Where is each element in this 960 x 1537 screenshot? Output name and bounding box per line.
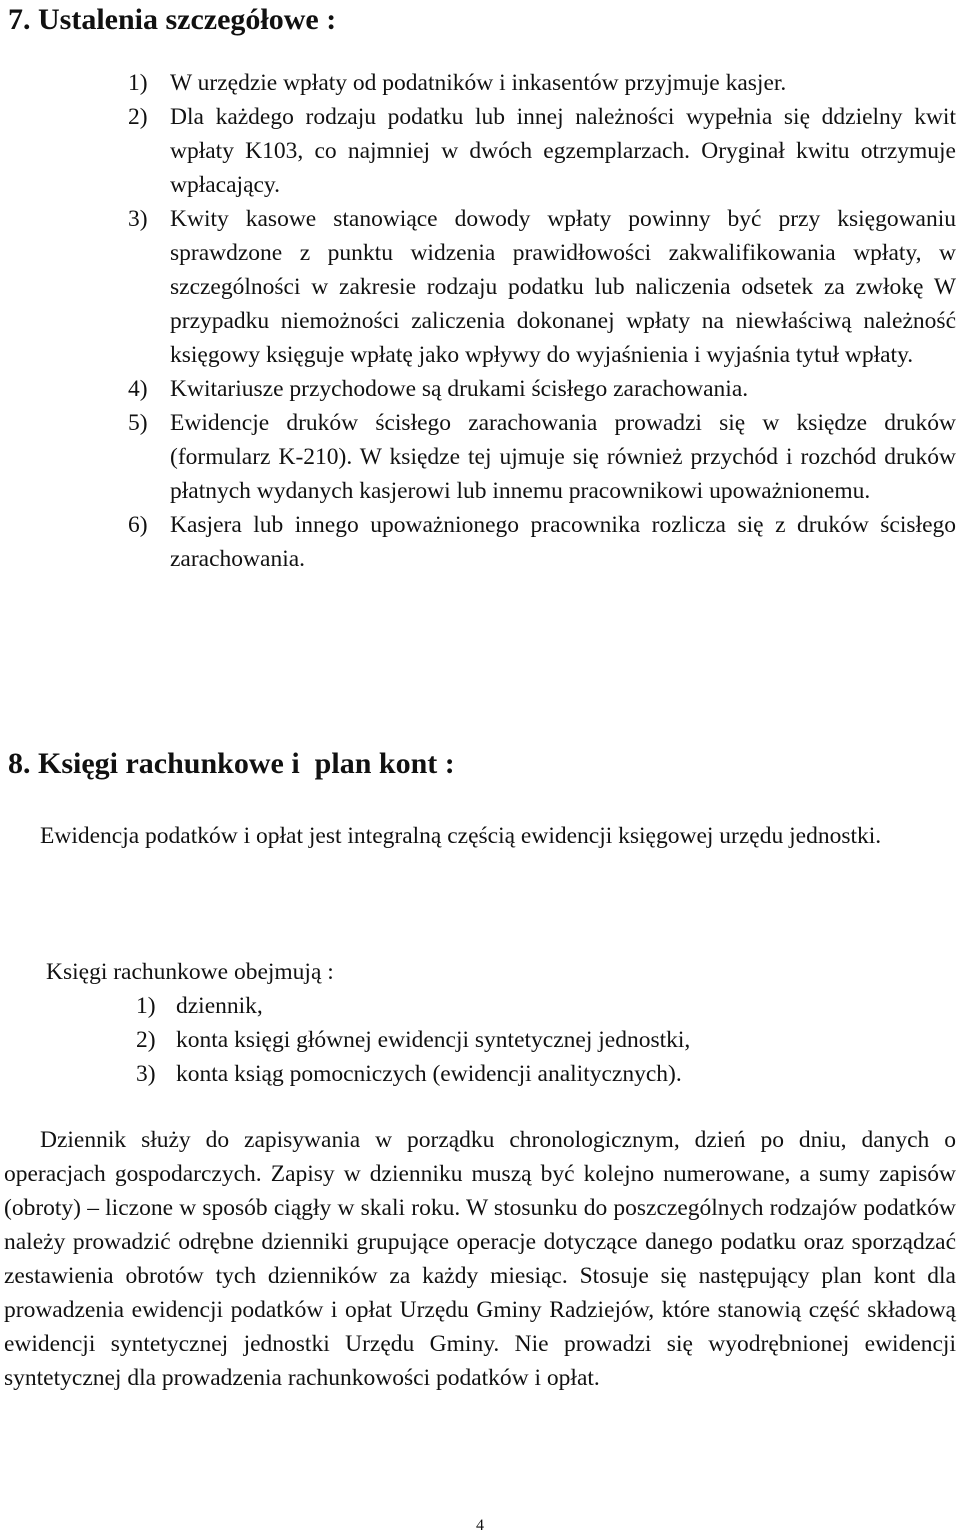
books-list (136, 989, 956, 1091)
list-item (128, 508, 956, 576)
list-item-number: 2) (128, 104, 148, 130)
books-intro: Księgi rachunkowe obejmują : (46, 959, 334, 985)
dziennik-paragraph: Dziennik służy do zapisywania w porządku chronologicznym, dzień po dniu, danych o operacjach gospodarczych. Zapisy w dzienniku muszą być kolejno numerowane, a sumy zapisów (obroty) – liczone w sposób ciągły w skali roku. W stosunku do poszczególnych rodzajów podatków należy prowadzić odrębne dzienniki grupujące operacje dotyczące danego podatku oraz sporządzać zestawienia obrotów tych dzienników za każdy miesiąc. Stosuje się następujący plan kont dla prowadzenia ewidencji podatków i opłat Urzędu Gminy Radziejów, które stanowią część składową ewidencji syntetycznej jednostki Urzędu Gminy. Nie prowadzi się wyodrębnionej ewidencji syntetycznej dla prowadzenia rachunkowości podatków i opłat. (4, 1127, 956, 1391)
list-item (136, 1023, 956, 1057)
list-item-text: Ewidencje druków ścisłego zarachowania prowadzi się w księdze druków (formularz K-210). W księdze tej ujmuje się również przychód i rozchód druków płatnych wydanych kasjerowi lub innemu pracownikowi upoważnionemu. (170, 410, 956, 504)
list-item-text: Dla każdego rodzaju podatku lub innej należności wypełnia się ddzielny kwit wpłaty K103, co najmniej w dwóch egzemplarzach. Oryginał kwitu otrzymuje wpłacający. (170, 104, 956, 198)
section-7-list (128, 66, 956, 576)
list-item-number: 3) (136, 1061, 156, 1087)
list-item-number: 5) (128, 410, 148, 436)
list-item-text: konta księgi głównej ewidencji syntetycznej jednostki, (176, 1027, 691, 1053)
list-item-number: 2) (136, 1027, 156, 1053)
list-item-number: 6) (128, 512, 148, 538)
section-7-heading: 7. Ustalenia szczegółowe : (8, 3, 337, 36)
list-item (128, 202, 956, 372)
list-item (128, 372, 956, 406)
list-item-text: W urzędzie wpłaty od podatników i inkasentów przyjmuje kasjer. (170, 70, 787, 96)
list-item-number: 4) (128, 376, 148, 402)
page-number: 4 (476, 1517, 484, 1534)
list-item (128, 100, 956, 202)
list-item (136, 989, 956, 1023)
list-item (128, 66, 956, 100)
list-item-text: dziennik, (176, 993, 263, 1019)
list-item-text: konta ksiąg pomocniczych (ewidencji analitycznych). (176, 1061, 682, 1087)
list-item-number: 1) (128, 70, 148, 96)
list-item-text: Kwitariusze przychodowe są drukami ścisłego zarachowania. (170, 376, 749, 402)
list-item-number: 3) (128, 206, 148, 232)
list-item (136, 1057, 956, 1091)
ewidencja-paragraph: Ewidencja podatków i opłat jest integralną częścią ewidencji księgowej urzędu jednostki. (40, 823, 882, 849)
list-item-text: Kwity kasowe stanowiące dowody wpłaty powinny być przy księgowaniu sprawdzone z punktu widzenia prawidłowości zakwalifikowania wpłaty, w szczególności w zakresie rodzaju podatku lub naliczenia odsetek za zwłokę W przypadku niemożności zaliczenia dokonanej wpłaty na niewłaściwą należność księgowy księguje wpłatę jako wpływy do wyjaśnienia i wyjaśnia tytuł wpłaty. (170, 206, 956, 368)
list-item (128, 406, 956, 508)
list-item-number: 1) (136, 993, 156, 1019)
list-item-text: Kasjera lub innego upoważnionego pracownika rozlicza się z druków ścisłego zarachowania. (170, 512, 956, 572)
section-8-heading: 8. Księgi rachunkowe i plan kont : (8, 747, 455, 780)
